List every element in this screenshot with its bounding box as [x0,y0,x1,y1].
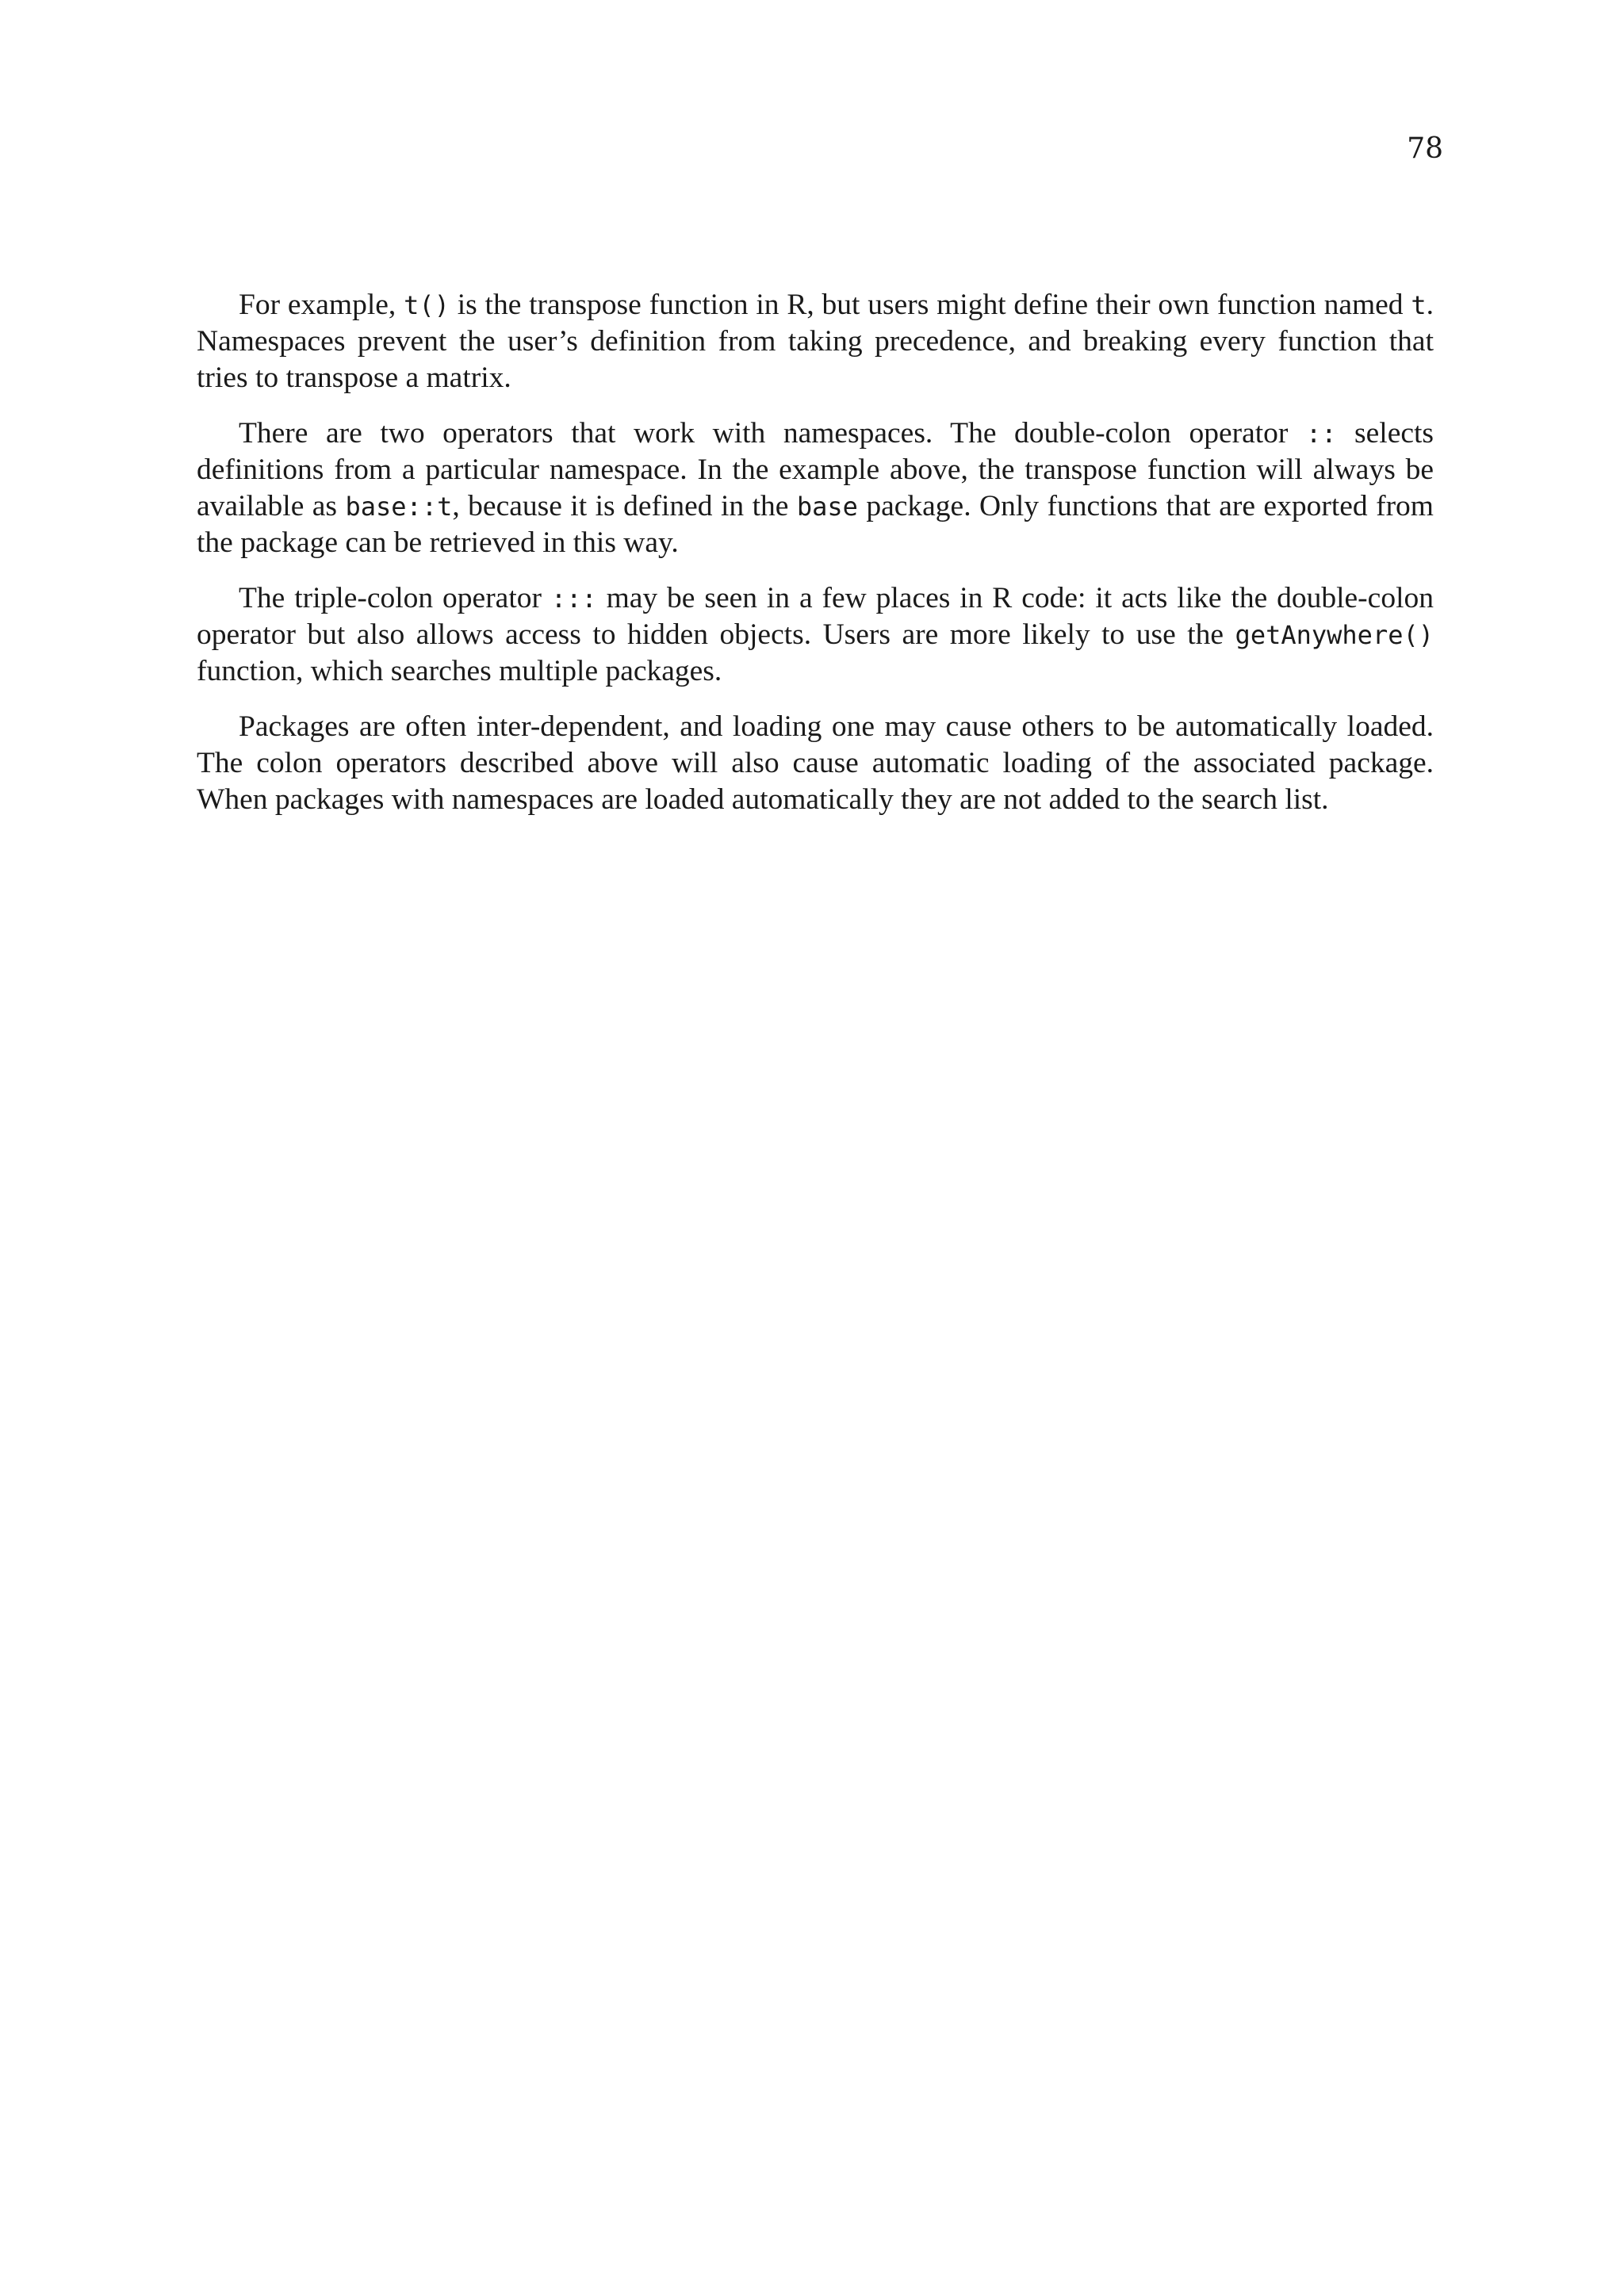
paragraph-namespaces-intro [197,287,1434,396]
code-inline: ::: [550,584,597,614]
code-inline: getAnywhere() [1235,620,1434,650]
code-inline: base::t [345,492,453,522]
paragraph-double-colon [197,415,1434,561]
paragraph-package-loading [197,709,1434,818]
code-inline: base [796,492,858,522]
text-span: is the transpose function in R, but users might define their own function named [449,289,1411,321]
text-span: Packages are often inter-dependent, and loading one may cause others to be automatically loaded. The colon operators described above will also cause automatic loading of the associated package. When packages with namespaces are loaded automatically they are not added to the search list. [197,710,1434,816]
text-span: . Namespaces prevent the user’s definition from taking precedence, and breaking every function that tries to transpose a matrix. [197,289,1434,394]
text-span: For example, [239,289,404,321]
text-span: selects definitions from a particular namespace. In the example above, the transpose function will always be available as [197,417,1434,522]
text-span: The triple-colon operator [239,582,551,614]
code-inline: :: [1305,419,1337,449]
text-span: There are two operators that work with namespaces. The double-colon operator [239,417,1306,450]
code-inline: t [1411,290,1427,320]
text-span: function, which searches multiple packages. [197,655,722,687]
page-number: 78 [1407,132,1443,165]
text-span: package. Only functions that are exported from the package can be retrieved in this way. [197,490,1434,559]
code-inline: t() [404,290,450,320]
body-text [197,287,1434,837]
paragraph-triple-colon [197,580,1434,690]
text-span: , because it is defined in the [452,490,797,522]
text-span: may be seen in a few places in R code: it acts like the double-colon operator but also allows access to hidden objects. Users are more likely to use the [197,582,1434,651]
